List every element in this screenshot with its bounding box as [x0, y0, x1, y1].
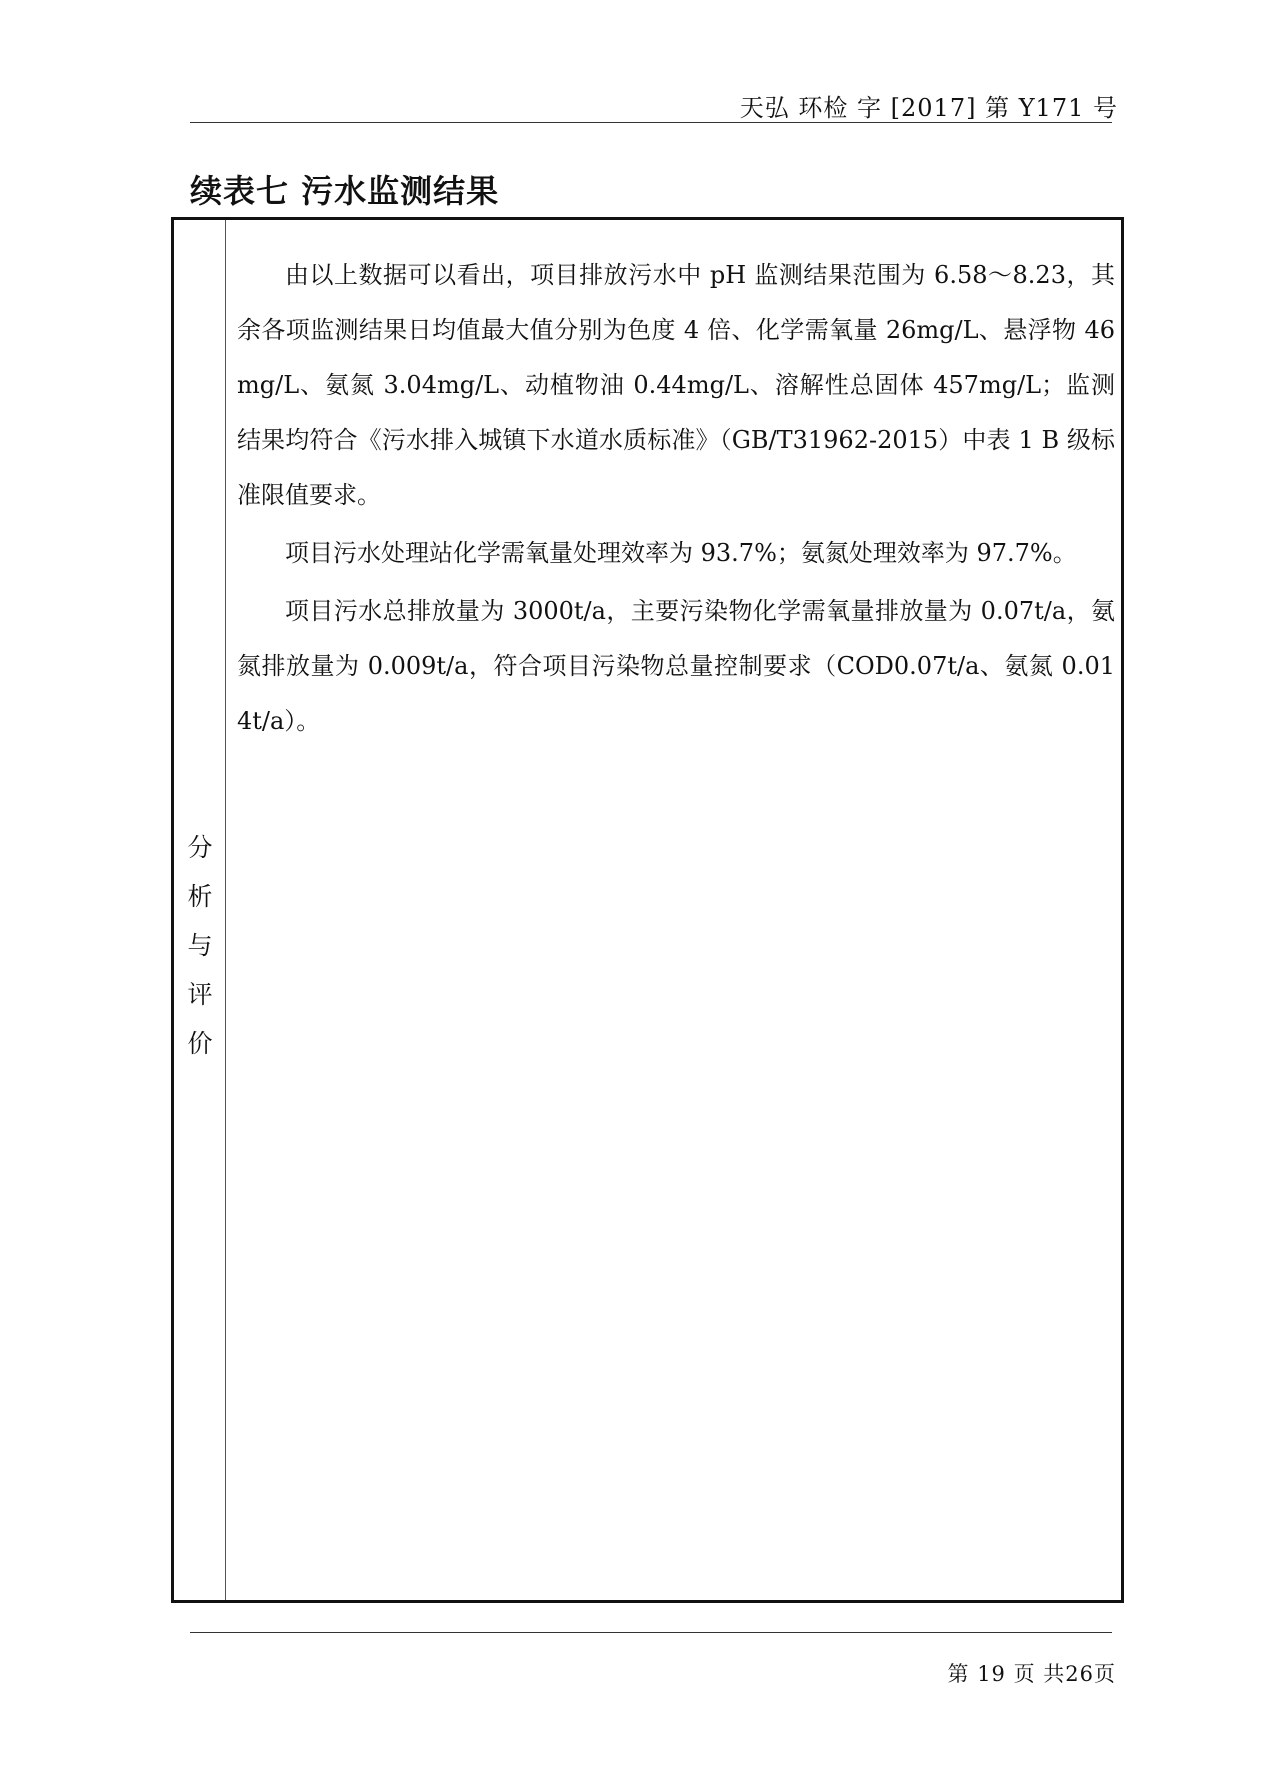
header-divider [190, 122, 1112, 123]
section-title: 续表七 污水监测结果 [190, 172, 500, 210]
document-reference-number: 天弘 环检 字 [2017] 第 Y171 号 [739, 94, 1118, 122]
analysis-content [237, 248, 1115, 752]
row-label-char: 与 [187, 931, 213, 960]
row-label-char: 评 [187, 980, 213, 1009]
paragraph-treatment-efficiency: 项目污水处理站化学需氧量处理效率为 93.7%；氨氮处理效率为 97.7%。 [285, 539, 1077, 567]
row-label-analysis-evaluation [174, 823, 226, 1068]
footer-divider [190, 1632, 1112, 1633]
paragraph-monitoring-results: 由以上数据可以看出，项目排放污水中 pH 监测结果范围为 6.58～8.23，其余各项监测结果日均值最大值分别为色度 4 倍、化学需氧量 26mg/L、悬浮物 46mg/L、氨氮 3.04mg/L、动植物油 0.44mg/L、溶解性总固体 457mg/L；监测结果均符合《污水排入城镇下水道水质标准》（GB/T31962-2015）中表 1 B 级标准限值要求。 [237, 261, 1115, 509]
paragraph-total-discharge: 项目污水总排放量为 3000t/a，主要污染物化学需氧量排放量为 0.07t/a，氨氮排放量为 0.009t/a，符合项目污染物总量控制要求（COD0.07t/a、氨氮 0.014t/a）。 [237, 597, 1115, 735]
row-label-column [174, 220, 226, 1600]
page-number: 第 19 页 共26页 [947, 1662, 1116, 1686]
row-label-char: 分 [187, 833, 213, 862]
analysis-table [171, 217, 1124, 1603]
row-label-char: 析 [187, 882, 213, 911]
row-label-char: 价 [187, 1029, 213, 1058]
